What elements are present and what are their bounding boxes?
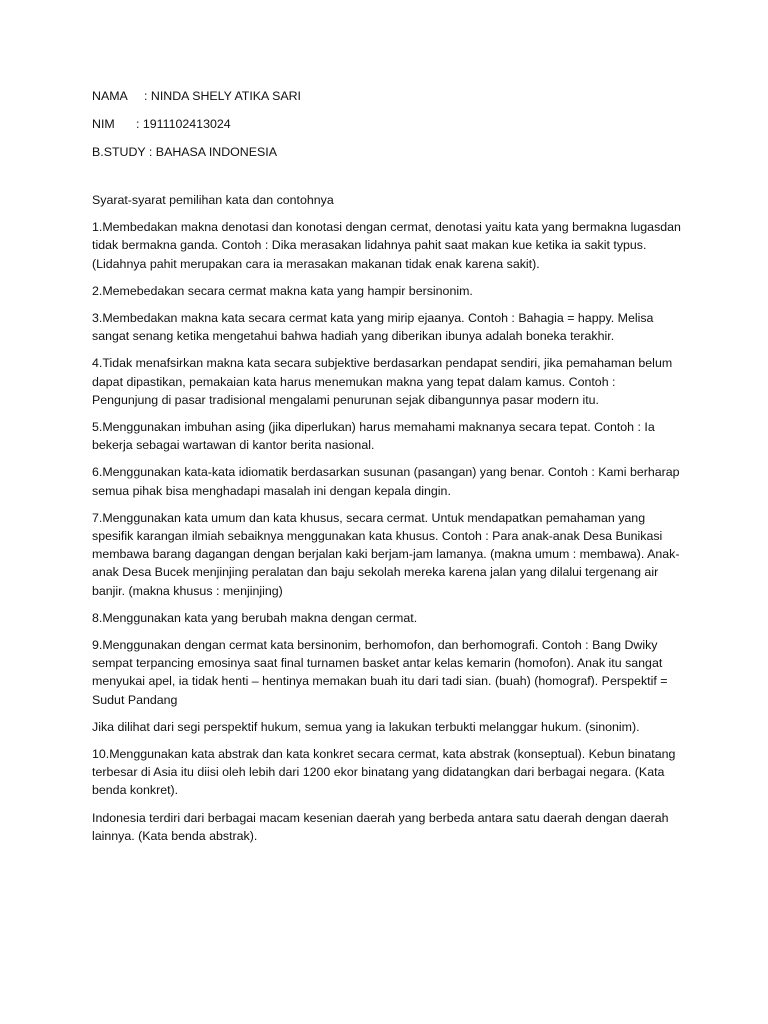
document-body (92, 87, 684, 854)
paragraph-9: 9.Menggunakan dengan cermat kata bersinonim, berhomofon, dan berhomografi. Contoh : Bang Dwiky sempat terpancing emosinya saat final turnamen basket antar kelas kemarin (homofon). Anak itu sangat menyukai apel, ia tidak henti – hentinya memakan buah itu dari tadi sian. (buah) (homograf). Perspektif = Sudut Pandang (92, 638, 668, 707)
nim-value: : 1911102413024 (136, 117, 231, 131)
paragraph-1: 1.Membedakan makna denotasi dan konotasi dengan cermat, denotasi yaitu kata yang bermakna lugasdan tidak bermakna ganda. Contoh : Dika merasakan lidahnya pahit saat makan kue ketika ia sakit typus. (Lidahnya pahit merupakan cara ia merasakan makanan tidak enak karena sakit). (92, 220, 681, 271)
nama-label: NAMA (92, 89, 128, 103)
study-row (92, 143, 684, 161)
paragraph-8: 8.Menggunakan kata yang berubah makna dengan cermat. (92, 610, 418, 625)
paragraph-5: 5.Menggunakan imbuhan asing (jika diperlukan) harus memahami maknanya secara tepat. Contoh : Ia bekerja sebagai wartawan di kantor berita nasional. (92, 420, 655, 453)
study-line: B.STUDY : BAHASA INDONESIA (92, 145, 277, 159)
section-heading: Syarat-syarat pemilihan kata dan contohnya (92, 193, 334, 207)
nim-label: NIM (92, 117, 115, 131)
nim-row (92, 115, 684, 133)
paragraph-10: 10.Menggunakan kata abstrak dan kata konkret secara cermat, kata abstrak (konseptual). Kebun binatang terbesar di Asia itu diisi oleh lebih dari 1200 ekor binatang yang didatangkan dari berbagai negara. (Kata benda konkret). (92, 747, 676, 798)
nama-value: : NINDA SHELY ATIKA SARI (144, 89, 302, 103)
paragraph-6: 6.Menggunakan kata-kata idiomatik berdasarkan susunan (pasangan) yang benar. Contoh : Kami berharap semua pihak bisa menghadapi masalah ini dengan kepala dingin. (92, 465, 680, 498)
paragraph-2: 2.Memebedakan secara cermat makna kata yang hampir bersinonim. (92, 283, 473, 298)
paragraph-10-example: Indonesia terdiri dari berbagai macam kesenian daerah yang berbeda antara satu daerah dengan daerah lainnya. (Kata benda abstrak). (92, 810, 669, 843)
paragraph-4: 4.Tidak menafsirkan makna kata secara subjektive berdasarkan pendapat sendiri, jika pemahaman belum dapat dipastikan, pemakaian kata harus menemukan makna yang tepat dalam kamus. Contoh : Pengunjung di pasar tradisional mengalami penurunan sejak dibangunnya pasar modern itu. (92, 356, 673, 407)
paragraph-9-example: Jika dilihat dari segi perspektif hukum, semua yang ia lakukan terbukti melanggar hukum. (sinonim). (92, 719, 640, 734)
paragraph-3: 3.Membedakan makna kata secara cermat kata yang mirip ejaanya. Contoh : Bahagia = happy. Melisa sangat senang ketika mengetahui bahwa hadiah yang diberikan ibunya adalah boneka terakhir. (92, 311, 654, 344)
paragraph-7: 7.Menggunakan kata umum dan kata khusus, secara cermat. Untuk mendapatkan pemahaman yang spesifik karangan ilmiah sebaiknya menggunakan kata khusus. Contoh : Para anak-anak Desa Bunikasi membawa barang dagangan dengan berjalan kaki berjam-jam lamanya. (makna umum : membawa). Anak-anak Desa Bucek menjinjing peralatan dan baju sekolah mereka karena jalan yang dilalui tergenang air banjir. (makna khusus : menjinjing) (92, 510, 680, 598)
nama-row (92, 87, 684, 105)
